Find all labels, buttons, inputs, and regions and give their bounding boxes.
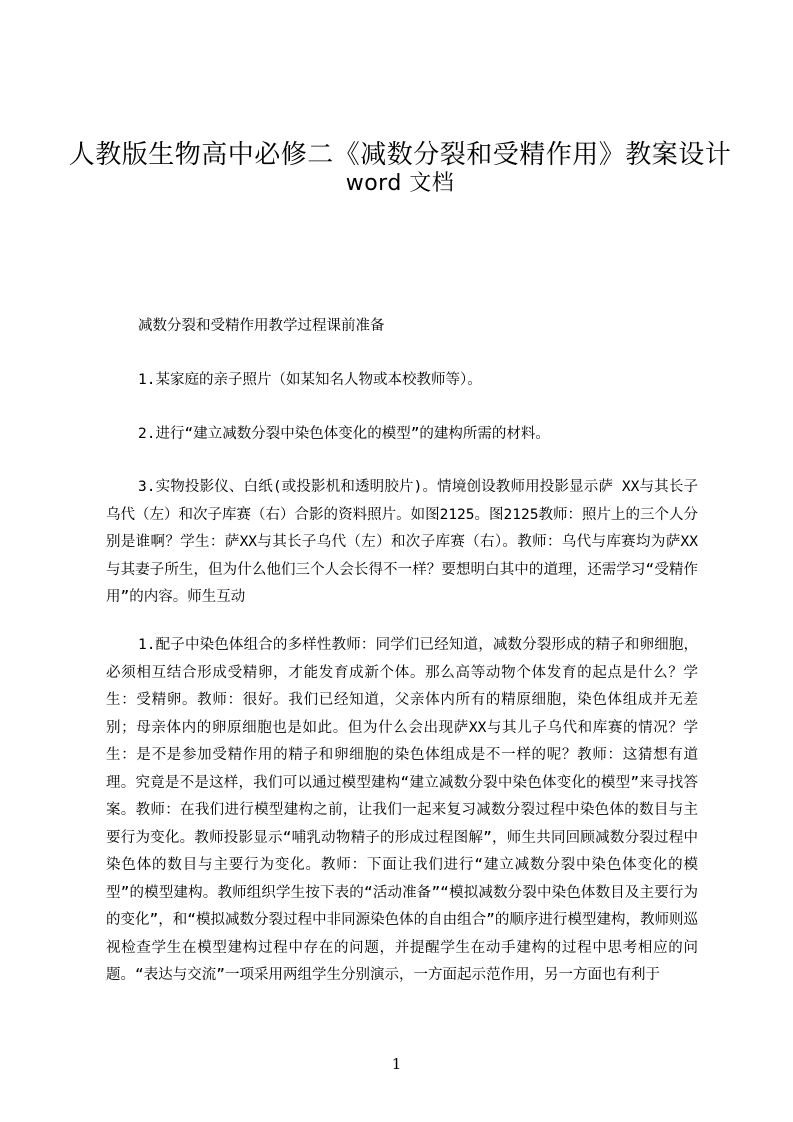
paragraph-item-3 [106,474,698,607]
section-heading: 减数分裂和受精作用教学过程课前准备 [138,318,385,334]
document-title [60,140,740,198]
paragraph-item-1: 1.某家庭的亲子照片（如某知名人物或本校教师等）。 [138,372,482,388]
title-line-2: word 文档 [345,171,455,196]
title-line-1: 人教版生物高中必修二《减数分裂和受精作用》教案设计 [68,140,732,170]
paragraph-item-2: 2.进行“建立减数分裂中染色体变化的模型”的建构所需的材料。 [138,426,550,442]
paragraph-item-4-text: 1.配子中染色体组合的多样性教师：同学们已经知道，减数分裂形成的精子和卵细胞，必须相互结合形成受精卵，才能发育成新个体。那么高等动物个体发育的起点是什么？学生：受精卵。教师：很好。我们已经知道，父亲体内所有的精原细胞，染色体组成并无差别；母亲体内的卵原细胞也是如此。但为什么会出现萨XX与其儿子乌代和库赛的情况？学生：是不是参加受精作用的精子和卵细胞的染色体组成是不一样的呢？教师：这猜想有道理。究竟是不是这样，我们可以通过模型建构“建立减数分裂中染色体变化的模型”来寻找答案。教师：在我们进行模型建构之前，让我们一起来复习减数分裂过程中染色体的数目与主要行为变化。教师投影显示“哺乳动物精子的形成过程图解”，师生共同回顾减数分裂过程中染色体的数目与主要行为变化。教师：下面让我们进行“建立减数分裂中染色体变化的模型”的模型建构。教师组织学生按下表的“活动准备”“模拟减数分裂中染色体数目及主要行为的变化”，和“模拟减数分裂过程中非同源染色体的自由组合”的顺序进行模型建构，教师则巡视检查学生在模型建构过程中存在的问题，并提醒学生在动手建构的过程中思考相应的问题。“表达与交流”一项采用两组学生分别演示，一方面起示范作用，另一方面也有利于 [106,637,698,983]
paragraph-item-4 [106,632,698,1024]
paragraph-item-3-text: 3.实物投影仪、白纸(或投影机和透明胶片)。情境创设教师用投影显示萨 XX与其长子乌代（左）和次子库赛（右）合影的资料照片。如图2125。图2125教师：照片上的三个人分别是谁啊？学生：萨XX与其长子乌代（左）和次子库赛（右）。教师：乌代与库赛均为萨XX与其妻子所生，但为什么他们三个人会长得不一样？要想明白其中的道理，还需学习“受精作用”的内容。师生互动 [106,479,698,605]
page-number: 1 [391,1055,402,1073]
